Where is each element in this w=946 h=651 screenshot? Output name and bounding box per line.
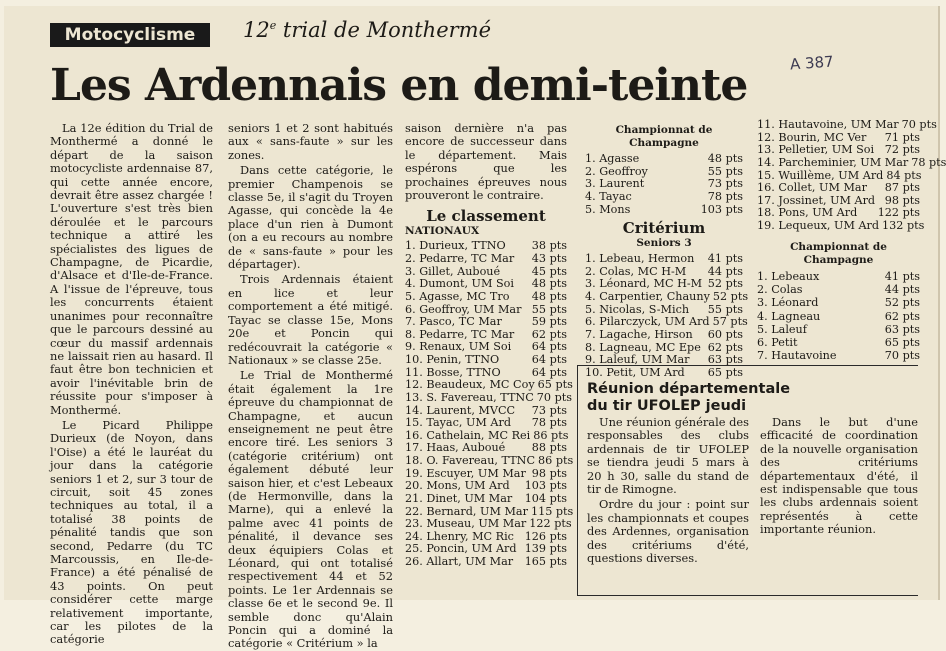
result-points: 126 pts: [524, 529, 567, 543]
classement-heading: Le classement: [426, 207, 546, 226]
result-row: [405, 556, 567, 569]
result-row: [757, 349, 920, 362]
section-rubric: Motocyclisme: [50, 23, 210, 47]
result-points: 86 pts: [533, 428, 569, 442]
result-row: [757, 144, 920, 157]
result-points: 88 pts: [531, 441, 567, 455]
result-points: 41 pts: [707, 252, 743, 266]
result-name: 8. Pedarre, TC Mar: [405, 327, 515, 341]
result-points: 63 pts: [707, 353, 743, 367]
result-name: 7. Pasco, TC Mar: [405, 315, 502, 329]
result-points: 165 pts: [524, 555, 567, 569]
result-points: 62 pts: [531, 327, 567, 341]
result-name: 26. Allart, UM Mar: [405, 555, 514, 569]
result-name: 2. Colas: [757, 282, 803, 296]
result-name: 2. Pedarre, TC Mar: [405, 252, 515, 266]
result-row: [405, 390, 572, 405]
result-points: 63 pts: [884, 322, 920, 336]
result-name: 5. Mons: [585, 202, 631, 216]
result-points: 62 pts: [884, 309, 920, 323]
result-points: 73 pts: [707, 177, 743, 191]
result-row: [405, 316, 567, 329]
result-name: 14. Parcheminier, UM Mar: [757, 155, 909, 169]
result-points: 52 pts: [884, 296, 920, 310]
ufolep-text-right: [760, 416, 918, 537]
result-points: 87 pts: [884, 181, 920, 195]
kicker-ordinal: e: [269, 19, 277, 32]
criterium-results: [585, 252, 749, 379]
headline: Les Ardennais en demi-teinte: [50, 60, 748, 111]
paragraph: Une réunion générale des responsables des clubs ardennais de tir UFOLEP se tiendra jeudi 5 mars à 20 h 30, salle du stand de tir de Rimogne.: [587, 415, 749, 497]
championnat-heading: Championnat de Champagne: [615, 124, 713, 149]
result-name: 8. Lagneau, MC Epe: [585, 340, 701, 354]
handwritten-note: A 387: [789, 52, 835, 74]
paragraph: seniors 1 et 2 sont habitués aux « sans-faute » sur les zones.: [228, 121, 393, 162]
result-points: 64 pts: [531, 365, 567, 379]
result-name: 4. Lagneau: [757, 309, 821, 323]
result-name: 3. Gillet, Auboué: [405, 264, 501, 278]
result-name: 2. Colas, MC H-M: [585, 264, 687, 278]
result-name: 6. Petit: [757, 336, 798, 350]
result-points: 43 pts: [531, 252, 567, 266]
result-row: [405, 417, 567, 430]
result-row: [757, 296, 920, 309]
result-name: 3. Léonard: [757, 296, 819, 310]
paragraph: Trois Ardennais étaient en lice et leur comportement a été mitigé. Tayac se classe 15e, Mons 20e et Poncin qui redécouvrait la catégorie « Nationaux » se classe 25e.: [228, 272, 393, 367]
result-row: [585, 315, 748, 329]
result-points: 122 pts: [529, 517, 572, 531]
result-name: 3. Léonard, MC H-M: [585, 277, 703, 291]
result-points: 78 pts: [531, 416, 567, 430]
result-name: 23. Museau, UM Mar: [405, 517, 527, 531]
result-name: 13. S. Favereau, TTNC: [405, 390, 534, 404]
result-name: 24. Lhenry, MC Ric: [405, 529, 514, 543]
result-points: 73 pts: [531, 403, 567, 417]
result-name: 19. Escuyer, UM Mar: [405, 466, 526, 480]
paragraph: Dans le but d'une efficacité de coordination de la nouvelle organisation des critériums départementaux d'été, il est indispensable que tous les clubs ardennais soient représentés à cette importante réunion.: [760, 415, 918, 537]
paragraph: Ordre du jour : point sur les championnats et coupes des Ardennes, organisation des critériums d'été, questions diverses.: [587, 497, 749, 566]
result-points: 48 pts: [707, 152, 743, 165]
result-row: [757, 310, 920, 323]
result-name: 1. Lebeaux: [757, 269, 820, 283]
result-row: [585, 290, 749, 304]
criterium-heading: Critérium: [622, 219, 706, 238]
results-column-4: [585, 124, 749, 379]
result-points: 57 pts: [712, 315, 748, 329]
result-name: 11. Hautavoine, UM Mar: [757, 118, 899, 131]
paragraph: saison dernière n'a pas encore de successeur dans le département. Mais espérons que les prochaines épreuves nous prouveront le contraire.: [405, 121, 567, 203]
result-name: 12. Bourin, MC Ver: [757, 130, 867, 144]
result-name: 12. Beaudeux, MC Coy: [405, 378, 535, 392]
result-name: 5. Laleuf: [757, 322, 807, 336]
seniors-3-subheading: Seniors 3: [636, 237, 692, 250]
result-row: [405, 517, 572, 531]
article-kicker: [243, 18, 491, 42]
result-name: 7. Lagache, Hirson: [585, 327, 693, 341]
result-name: 16. Cathelain, MC Rei: [405, 428, 531, 442]
result-name: 11. Bosse, TTNO: [405, 365, 501, 379]
result-points: 139 pts: [524, 542, 567, 556]
kicker-number: 12: [243, 18, 270, 42]
paragraph: Le Trial de Monthermé était également la 1re épreuve du championnat de Champagne, et aucun enseignement ne peut être encore tiré. Les seniors 3 (catégorie critérium) ont également débuté leur saison hier, et c'est Lebeaux (de Hermonville, dans la Marne), qui a enlevé la palme avec 41 points de pénalité, il devance ses deux équipiers Colas et Léonard, qui ont totalisé respectivement 44 et 52 points. Le 1er Ardennais se classe 6e et le second 9e. Il semble donc qu'Alain Poncin qui a dominé la catégorie « Critérium » la: [228, 368, 393, 651]
paragraph: La 12e édition du Trial de Monthermé a donné le départ de la saison motocycliste ardennaise 87, qui cette année encore, devrait être assez chargée ! L'ouverture s'est très bien déroulée et le parcours technique a attiré les spécialistes des ligues de Champagne, de Picardie, d'Alsace et d'Ile-de-France. A l'issue de l'épreuve, tous les concurrents étaient unanimes pour reconnaître que le parcours dessiné au cœur du massif ardennais ne laissait rien au hasard. Il faut être bon technicien et avoir l'inévitable brin de réussite pour s'imposer à Monthermé.: [50, 121, 213, 417]
result-name: 3. Laurent: [585, 177, 645, 191]
result-name: 4. Dumont, UM Soi: [405, 277, 514, 291]
result-name: 5. Nicolas, S-Mich: [585, 302, 690, 316]
result-points: 103 pts: [524, 479, 567, 493]
ufolep-heading-line-1: Réunion départementale: [587, 381, 791, 397]
result-row: [585, 153, 743, 166]
result-row: [585, 204, 743, 217]
result-points: 78 pts: [911, 155, 946, 169]
result-row: [405, 493, 567, 506]
result-points: 48 pts: [531, 289, 567, 303]
result-name: 10. Penin, TTNO: [405, 353, 500, 367]
result-name: 9. Laleuf, UM Mar: [585, 353, 690, 367]
result-name: 6. Pilarczyck, UM Ard: [585, 315, 710, 329]
result-points: 71 pts: [884, 130, 920, 144]
result-row: [405, 291, 567, 304]
result-points: 55 pts: [707, 302, 743, 316]
result-name: 4. Carpentier, Chauny: [585, 290, 710, 303]
result-points: 84 pts: [886, 168, 922, 182]
article-column-3: [405, 121, 574, 569]
result-name: 17. Haas, Auboué: [405, 441, 506, 455]
result-row: [405, 454, 574, 468]
result-points: 41 pts: [884, 269, 920, 283]
result-row: [405, 253, 567, 266]
result-name: 25. Poncin, UM Ard: [405, 542, 517, 556]
result-points: 48 pts: [531, 277, 567, 291]
result-row: [585, 329, 743, 342]
result-row: [757, 336, 920, 349]
result-name: 15. Wuillème, UM Ard: [757, 168, 884, 182]
result-name: 5. Agasse, MC Tro: [405, 289, 510, 303]
championnat-heading-2: Championnat de Champagne: [790, 240, 887, 266]
result-row: [585, 178, 743, 191]
result-points: 44 pts: [707, 264, 743, 278]
result-row: [757, 219, 925, 233]
result-points: 78 pts: [707, 189, 743, 203]
result-name: 18. O. Favereau, TTNC: [405, 454, 536, 468]
result-points: 72 pts: [884, 143, 920, 157]
kicker-text: trial de Monthermé: [276, 18, 492, 42]
result-points: 55 pts: [707, 164, 743, 178]
result-name: 20. Mons, UM Ard: [405, 479, 510, 493]
result-points: 104 pts: [524, 491, 567, 505]
result-points: 70 pts: [536, 390, 572, 404]
result-row: [757, 323, 920, 336]
result-name: 6. Geoffroy, UM Mar: [405, 302, 522, 316]
result-name: 17. Jossinet, UM Ard: [757, 193, 876, 207]
result-points: 86 pts: [538, 454, 574, 468]
result-row: [757, 155, 946, 170]
championnat-results-2: [757, 270, 920, 363]
result-name: 13. Pelletier, UM Soi: [757, 143, 875, 157]
result-points: 98 pts: [531, 466, 567, 480]
result-name: 19. Lequeux, UM Ard: [757, 219, 880, 232]
nationaux-subheading: NATIONAUX: [405, 225, 480, 238]
result-points: 52 pts: [707, 277, 743, 291]
result-name: 16. Collet, UM Mar: [757, 181, 867, 195]
ufolep-heading-line-2: du tir UFOLEP jeudi: [587, 398, 747, 414]
result-row: [757, 118, 937, 132]
paragraph: Le Picard Philippe Durieux (de Noyon, dans l'Oise) a été le lauréat du jour dans la catégorie seniors 1 et 2, sur 3 tour de circuit, soit 45 zones techniques au total, il a totalisé 38 points de pénalité tandis que son second, Pedarre (du TC Marcoussis, en Ile-de-France) a été pénalisé de 43 points. On peut considérer cette marge relativement importante, car les pilotes de la catégorie: [50, 417, 213, 647]
result-points: 115 pts: [530, 504, 574, 518]
result-name: 18. Pons, UM Ard: [757, 206, 858, 220]
result-points: 44 pts: [884, 282, 920, 296]
championnat-results: [585, 153, 743, 216]
result-name: 2. Geoffroy: [585, 164, 648, 178]
result-name: 1. Agasse: [585, 152, 640, 165]
result-name: 22. Bernard, UM Mar: [405, 504, 528, 518]
result-points: 103 pts: [700, 202, 743, 216]
criterium-results-continued: [757, 118, 946, 233]
result-points: 45 pts: [531, 264, 567, 278]
result-row: [757, 283, 920, 296]
ufolep-text-left: [587, 416, 749, 565]
result-points: 70 pts: [901, 118, 937, 131]
article-column-1: [50, 122, 213, 647]
result-points: 70 pts: [884, 349, 920, 363]
result-name: 9. Renaux, UM Soi: [405, 340, 512, 354]
result-points: 65 pts: [884, 336, 920, 350]
result-points: 65 pts: [707, 365, 743, 379]
result-points: 59 pts: [531, 315, 567, 329]
result-name: 10. Petit, UM Ard: [585, 365, 685, 379]
result-row: [585, 253, 743, 266]
result-points: 64 pts: [531, 340, 567, 354]
result-points: 98 pts: [884, 193, 920, 207]
result-row: [757, 270, 920, 283]
article-column-2: [228, 122, 393, 651]
result-row: [405, 354, 567, 367]
result-points: 60 pts: [707, 327, 743, 341]
results-column-5: [757, 118, 946, 363]
result-points: 122 pts: [877, 206, 920, 220]
result-row: [757, 182, 920, 195]
result-points: 52 pts: [712, 290, 749, 303]
result-name: 7. Hautavoine: [757, 349, 837, 363]
result-name: 4. Tayac: [585, 189, 632, 203]
paragraph: Dans cette catégorie, le premier Champenois se classe 5e, il s'agit du Troyen Agasse, qui concède la 4e place d'un rien à Dumont (on a eu recours au nombre de « sans-faute » pour les départager).: [228, 163, 393, 272]
result-name: 15. Tayac, UM Ard: [405, 416, 512, 430]
result-name: 1. Durieux, TTNO: [405, 239, 506, 253]
result-row: [585, 191, 743, 204]
result-points: 62 pts: [707, 340, 743, 354]
nationaux-results: [405, 239, 574, 569]
result-points: 65 pts: [537, 378, 573, 392]
ufolep-heading: [587, 381, 790, 415]
result-name: 14. Laurent, MVCC: [405, 403, 516, 417]
result-points: 55 pts: [531, 302, 567, 316]
result-name: 1. Lebeau, Hermon: [585, 252, 695, 266]
result-points: 64 pts: [531, 353, 567, 367]
result-points: 38 pts: [531, 239, 567, 253]
result-points: 132 pts: [882, 219, 925, 232]
result-name: 21. Dinet, UM Mar: [405, 491, 513, 505]
